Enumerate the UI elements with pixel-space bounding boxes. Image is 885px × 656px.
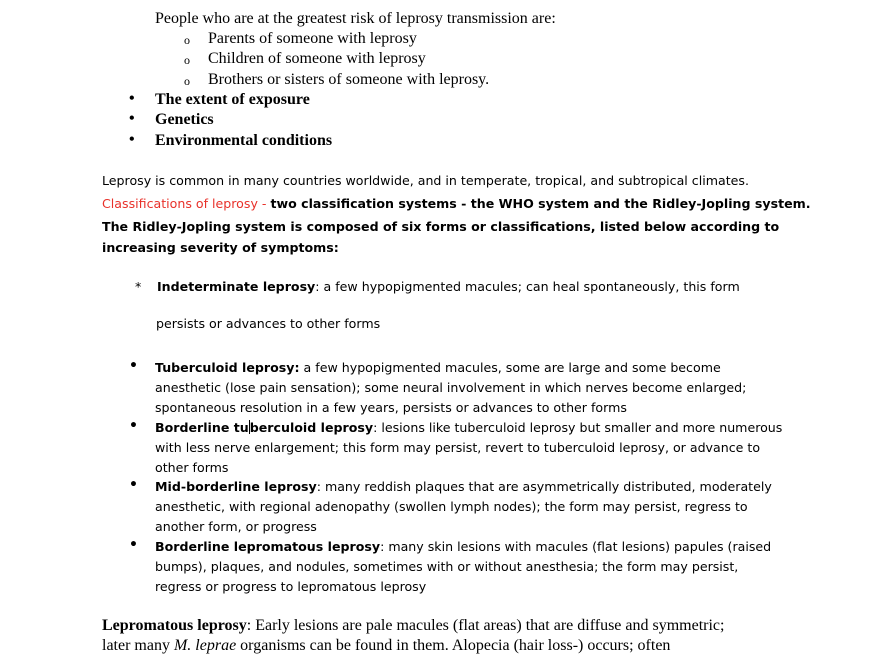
form-name-part: Borderline tu bbox=[155, 420, 249, 435]
form-borderline-tuberculoid bbox=[155, 418, 782, 478]
form-borderline-lepromatous bbox=[155, 537, 771, 597]
indeterminate-marker: * bbox=[135, 279, 142, 294]
form-description: organisms can be found in them. Alopecia (hair loss-) occurs; often bbox=[236, 637, 671, 654]
form-description: anesthetic, with regional adenopathy (swollen lymph nodes); the form may persist, regress to bbox=[155, 499, 748, 514]
classification-line-3: increasing severity of symptoms: bbox=[102, 240, 339, 255]
list-marker: o bbox=[184, 53, 190, 67]
form-name: Indeterminate leprosy bbox=[157, 279, 316, 294]
list-item: The extent of exposure bbox=[155, 91, 310, 108]
organism-name: M. leprae bbox=[173, 637, 237, 654]
form-description: later many bbox=[102, 637, 174, 654]
list-item: Brothers or sisters of someone with leprosy. bbox=[208, 71, 490, 88]
list-marker: o bbox=[184, 33, 190, 47]
form-name bbox=[155, 420, 373, 435]
list-marker: • bbox=[129, 90, 135, 107]
form-name: Tuberculoid leprosy: bbox=[155, 360, 300, 375]
list-marker: • bbox=[129, 110, 135, 127]
indeterminate-line-1 bbox=[157, 277, 740, 297]
form-name: Lepromatous leprosy bbox=[102, 617, 247, 634]
indeterminate-line-2: persists or advances to other forms bbox=[156, 316, 381, 331]
form-description: another form, or progress bbox=[155, 519, 317, 534]
list-marker: • bbox=[129, 418, 138, 434]
list-marker: • bbox=[129, 477, 138, 493]
intro-text: People who are at the greatest risk of leprosy transmission are: bbox=[155, 10, 556, 27]
classification-bold-text: two classification systems - the WHO system and the Ridley-Jopling system. bbox=[270, 196, 811, 211]
list-marker: • bbox=[129, 131, 135, 148]
lepromatous-line-1 bbox=[102, 616, 724, 636]
form-description: : many skin lesions with macules (flat lesions) papules (raised bbox=[380, 539, 772, 554]
form-description: regress or progress to lepromatous leprosy bbox=[155, 579, 427, 594]
form-description: bumps), plaques, and nodules, sometimes with or without anesthesia; the form may persist, bbox=[155, 559, 739, 574]
list-marker: • bbox=[129, 537, 138, 553]
form-tuberculoid bbox=[155, 358, 746, 418]
list-marker: o bbox=[184, 74, 190, 88]
classification-line-1 bbox=[102, 194, 811, 214]
common-paragraph: Leprosy is common in many countries worldwide, and in temperate, tropical, and subtropical climates. bbox=[102, 173, 749, 188]
list-item: Genetics bbox=[155, 111, 214, 128]
form-name-part: berculoid leprosy bbox=[249, 420, 374, 435]
form-description: anesthetic (lose pain sensation); some neural involvement in which nerves become enlarged; bbox=[155, 380, 747, 395]
form-description: : a few hypopigmented macules; can heal spontaneously, this form bbox=[315, 279, 740, 294]
form-description: with less nerve enlargement; this form may persist, revert to tuberculoid leprosy, or advance to bbox=[155, 440, 761, 455]
form-description: : Early lesions are pale macules (flat areas) that are diffuse and symmetric; bbox=[246, 617, 725, 634]
form-mid-borderline bbox=[155, 477, 772, 537]
classification-line-2: The Ridley-Jopling system is composed of six forms or classifications, listed below according to bbox=[102, 219, 780, 234]
list-item: Parents of someone with leprosy bbox=[208, 30, 417, 47]
form-description: a few hypopigmented macules, some are large and some become bbox=[299, 360, 721, 375]
form-description: : many reddish plaques that are asymmetrically distributed, moderately bbox=[316, 479, 772, 494]
classification-label: Classifications of leprosy - bbox=[102, 196, 271, 211]
list-item: Environmental conditions bbox=[155, 132, 333, 149]
lepromatous-line-2 bbox=[102, 636, 670, 656]
list-item: Children of someone with leprosy bbox=[208, 50, 426, 67]
form-description: spontaneous resolution in a few years, persists or advances to other forms bbox=[155, 400, 627, 415]
form-name: Mid-borderline leprosy bbox=[155, 479, 317, 494]
form-description: other forms bbox=[155, 460, 229, 475]
list-marker: • bbox=[129, 358, 138, 374]
form-name: Borderline lepromatous leprosy bbox=[155, 539, 381, 554]
form-description: : lesions like tuberculoid leprosy but smaller and more numerous bbox=[373, 420, 783, 435]
